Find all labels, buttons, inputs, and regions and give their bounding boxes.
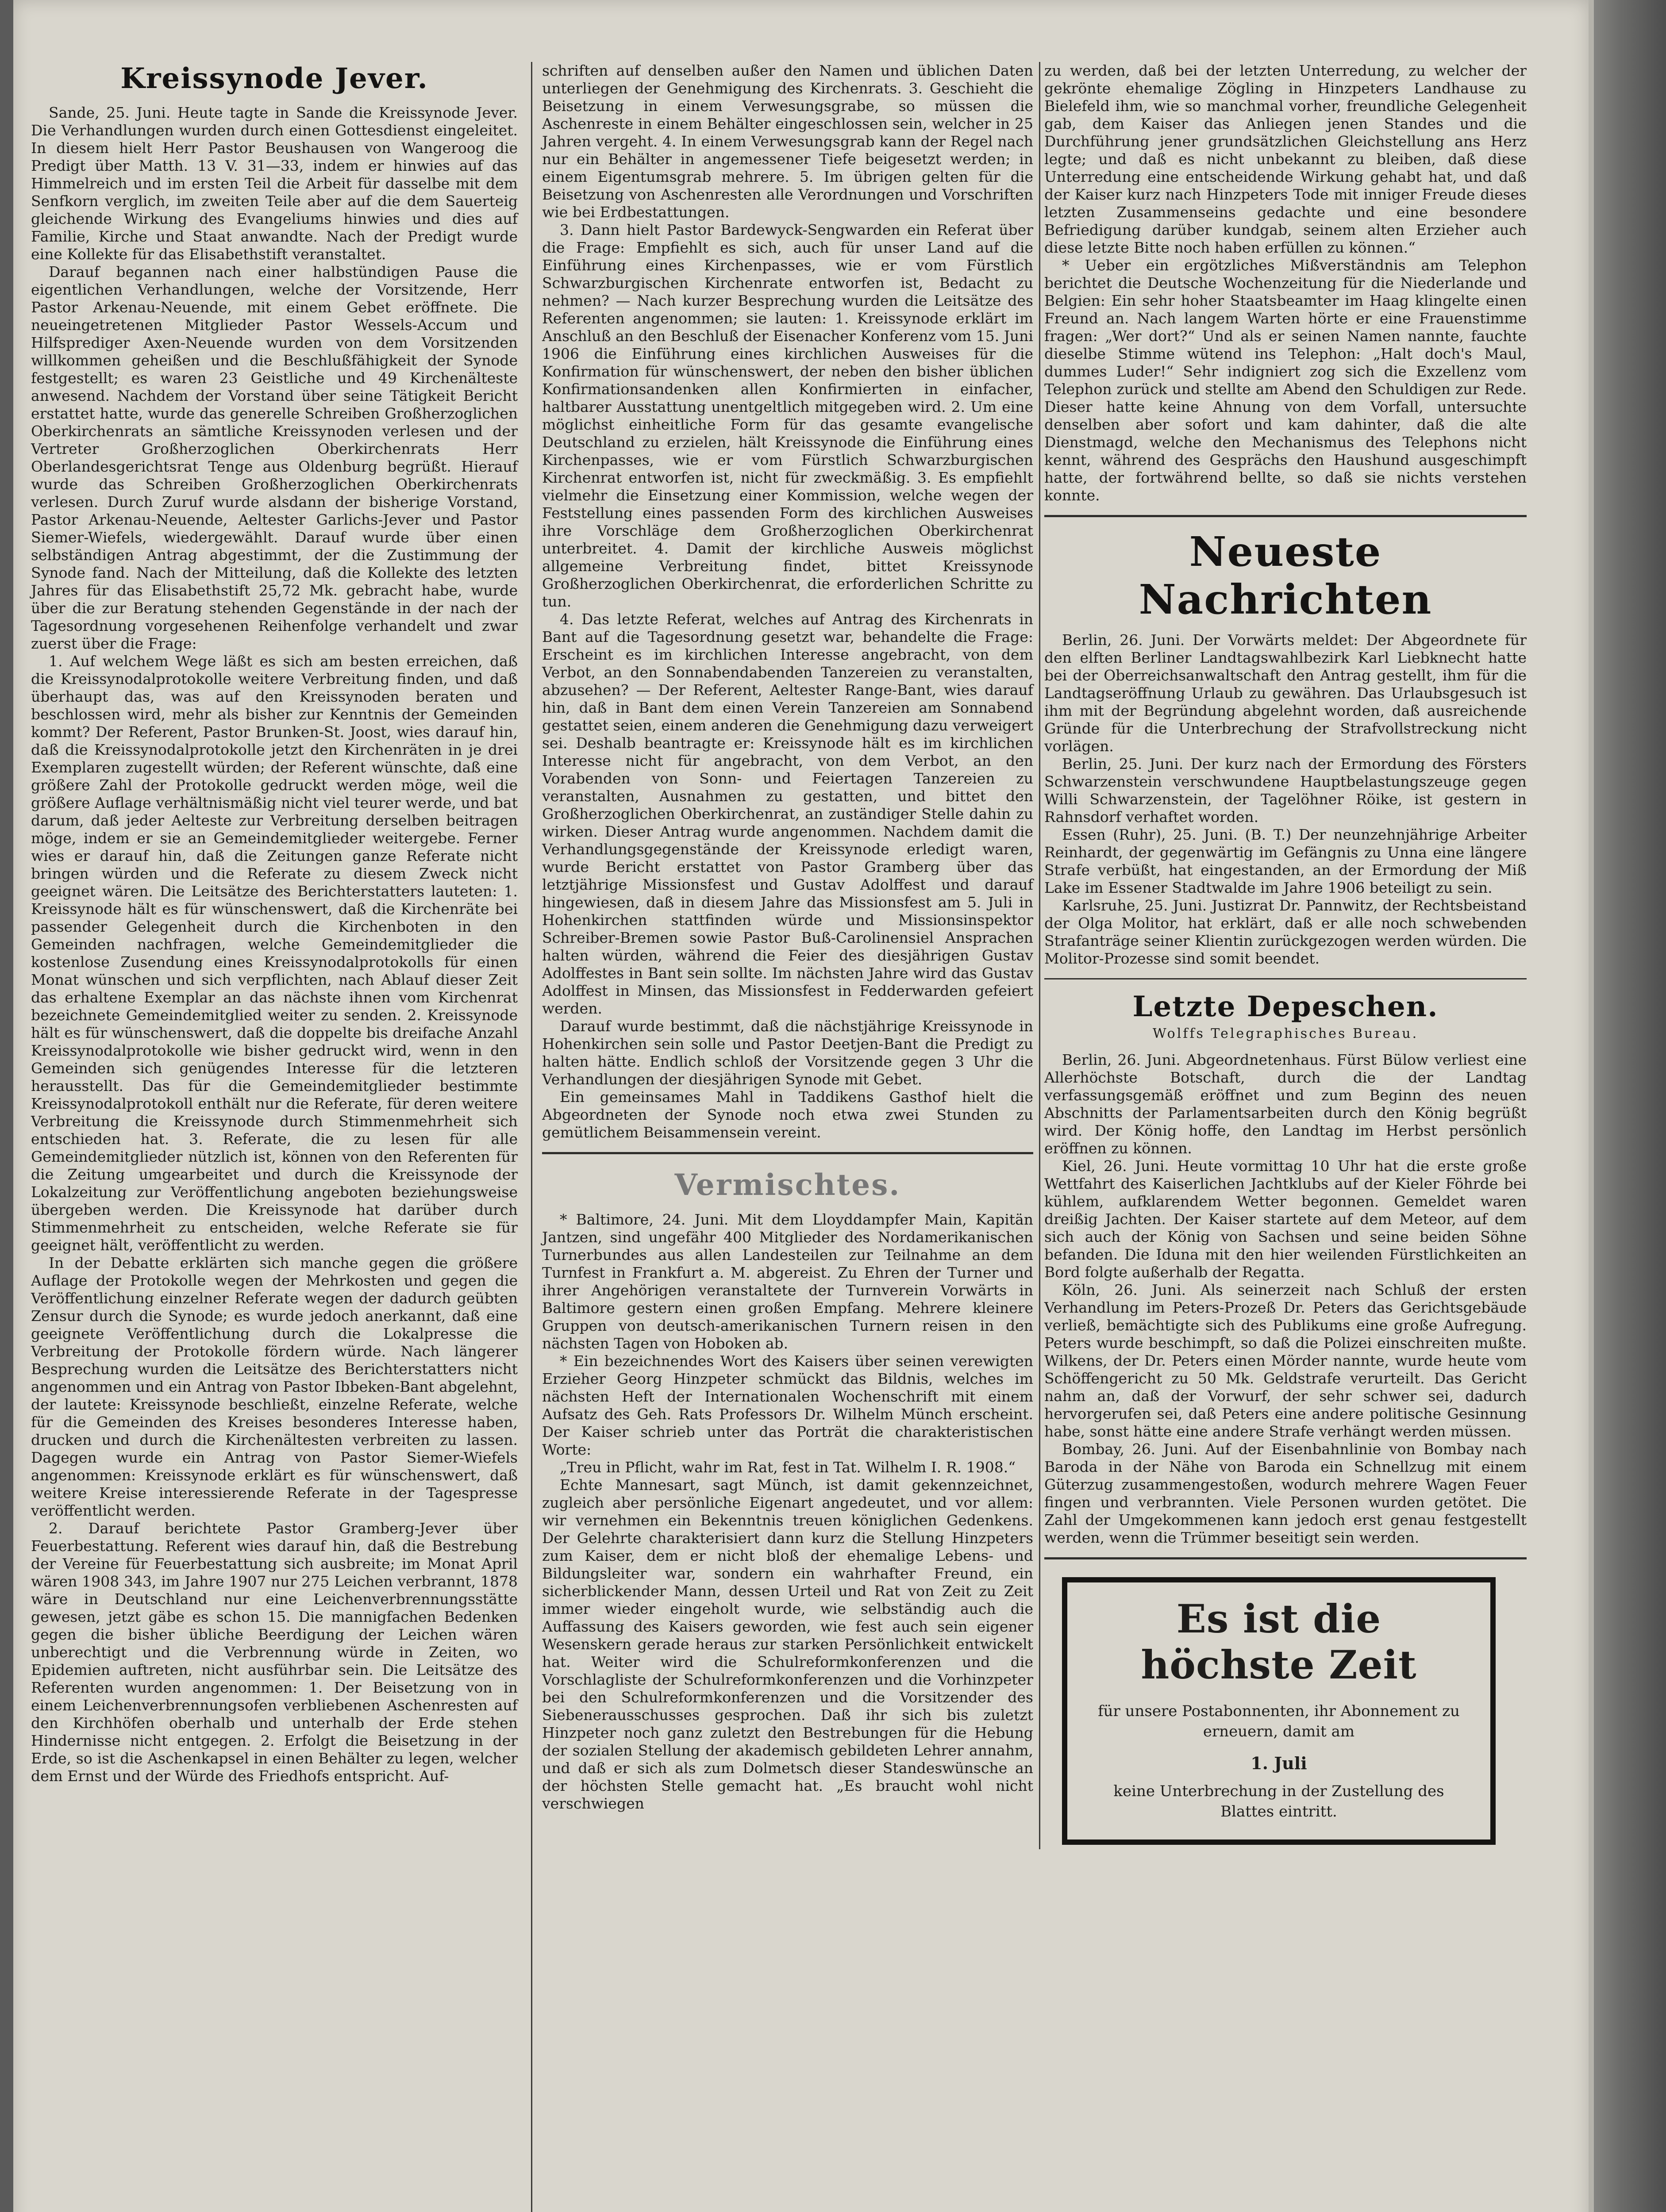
column-rule-1 [531, 62, 532, 2212]
article-paragraph: 1. Auf welchem Wege läßt es sich am besten erreichen, daß die Kreissynodalprotokolle weitere Verbreitung finden, und daß überhaupt das, was auf den Kreissynoden beraten und beschlossen wird, mehr als bisher zur Kenntnis der Gemeinden kommt? Der Referent, Pastor Brunken-St. Joost, wies darauf hin, daß die Kreissynodalprotokolle jetzt den Kirchenräten in je drei Exemplaren zugestellt würden; der Referent wünschte, daß eine größere Zahl der Protokolle gedruckt werden möge, weil die größere Auflage verhältnismäßig nicht viel teurer werde, und bat darum, daß jeder Aelteste zur Verbreitung derselben beitragen möge, indem er sie an Gemeindemitglieder weitergebe. Ferner wies er darauf hin, daß die Zeitungen ganze Referate nicht bringen würden und die Referate zu diesem Zweck nicht geeignet wären. Die Leitsätze des Berichterstatters lauteten: 1. Kreissynode hält es für wünschenswert, daß die Kirchenräte bei passender Gelegenheit durch die Kirchenboten in den Gemeinden nachfragen, welche Gemeindemitglieder die kostenlose Zusendung eines Kreissynodalprotokolls für einen Monat wünschen und sich verpflichten, nach Ablauf dieser Zeit das erhaltene Exemplar an das nächste ihnen vom Kirchenrat bezeichnete Gemeindemitglied weiter zu senden. 2. Kreissynode hält es für wünschenswert, daß die doppelte bis dreifache Anzahl Kreissynodalprotokolle wie bisher gedruckt wird, wenn in den Gemeinden sich genügendes Interesse für die letzteren herausstellt. Das für die Gemeindemitglieder bestimmte Kreissynodalprotokoll enthält nur die Referate, für deren weitere Verbreitung die Kreissynode durch Stimmenmehrheit sich entschieden hat. 3. Referate, die zu lesen für alle Gemeindemitglieder nützlich ist, können von den Referenten für die Zeitung umgearbeitet und durch die Kreissynode der Lokalzeitung zur Veröffentlichung angeboten beziehungsweise übergeben werden. Die Kreissynode hat darüber durch Stimmenmehrheit zu entscheiden, welche Referate sie für geeignet hält, veröffentlicht zu werden. [31, 653, 518, 1254]
news-item: Berlin, 26. Juni. Abgeordnetenhaus. Fürst Bülow verliest eine Allerhöchste Botschaft, durch die der Landtag verfassungsgemäß eröffnet und zum Beginn des neuen Abschnitts der Parlamentsarbeiten durch den König begrüßt wird. Der König hoffe, den Landtag im Herbst persönlich eröffnen zu können. [1044, 1051, 1527, 1157]
news-item: Essen (Ruhr), 25. Juni. (B. T.) Der neunzehnjährige Arbeiter Reinhardt, der gegenwärtig im Gefängnis zu Unna eine längere Strafe verbüßt, hat eingestanden, an der Ermordung der Miß Lake im Essener Stadtwalde im Jahre 1906 beteiligt zu sein. [1044, 826, 1527, 896]
article-paragraph: schriften auf denselben außer den Namen und üblichen Daten unterliegen der Genehmigung des Kirchenrats. 3. Geschieht die Beisetzung in einem Verwesungsgrabe, so müssen die Aschenreste in einem Behälter eingeschlossen sein, welcher in 25 Jahren vergeht. 4. In einem Verwesungsgrab kann der Regel nach nur ein Behälter in angemessener Tiefe beigesetzt werden; in einem Eigentumsgrab mehrere. 5. Im übrigen gelten für die Beisetzung von Aschenresten alle Verordnungen und Vorschriften wie bei Erdbestattungen. [542, 62, 1033, 221]
notice-line-2: keine Unterbrechung in der Zustellung des Blattes eintritt. [1113, 1782, 1444, 1820]
column-2 [542, 62, 1033, 1813]
notice-line-1: für unsere Postabonnenten, ihr Abonnement zu erneuern, damit am [1098, 1702, 1460, 1740]
section-divider [1044, 1557, 1527, 1559]
news-item: Berlin, 26. Juni. Der Vorwärts meldet: Der Abgeordnete für den elften Berliner Landtagswahlbezirk Karl Liebknecht hatte bei der Oberreichsanwaltschaft den Antrag gestellt, ihm für die Landtagseröffnung Urlaub zu gewähren. Das Urlaubsgesuch ist ihm mit der Begründung abgelehnt worden, daß ausreichende Gründe für die Unterbrechung der Strafvollstreckung nicht vorlägen. [1044, 631, 1527, 755]
article-paragraph: 4. Das letzte Referat, welches auf Antrag des Kirchenrats in Bant auf die Tagesordnung gesetzt war, behandelte die Frage: Erscheint es im kirchlichen Interesse angebracht, von dem Verbot, an den Sonnabendabenden Tanzereien zu veranstalten, abzusehen? — Der Referent, Aeltester Range-Bant, wies darauf hin, daß in Bant dem einen Verein Tanzereien am Sonnabend gestattet seien, einem anderen die Genehmigung dazu verweigert sei. Deshalb beantragte er: Kreissynode hält es im kirchlichen Interesse nicht für angebracht, von dem Verbot, an den Vorabenden von Sonn- und Feiertagen Tanzereien zu veranstalten, Ausnahmen zu gestatten, und bittet den Großherzoglichen Oberkirchenrat, an zuständiger Stelle dahin zu wirken. Dieser Antrag wurde angenommen. Nachdem damit die Verhandlungsgegenstände der Kreissynode erledigt waren, wurde Bericht erstattet von Pastor Gramberg über das letztjährige Missionsfest und Gustav Adolffest und darauf hingewiesen, daß in diesem Jahre das Missionsfest am 5. Juli in Hohenkirchen stattfinden würde und Missionsinspektor Schreiber-Bremen sowie Pastor Buß-Carolinensiel Ansprachen halten würden, während die Feier des diesjährigen Gustav Adolffestes in Bant sein sollte. Im nächsten Jahre wird das Gustav Adolffest in Minsen, das Missionsfest in Fedderwarden gefeiert werden. [542, 611, 1033, 1017]
article-paragraph: * Ueber ein ergötzliches Mißverständnis am Telephon berichtet die Deutsche Wochenzeitung für die Niederlande und Belgien: Ein sehr hoher Staatsbeamter im Haag klingelte einen Freund an. Nach langem Warten hörte er eine Frauenstimme fragen: „Wer dort?“ Und als er seinen Namen nannte, fauchte dieselbe Stimme wütend ins Telephon: „Halt doch's Maul, dummes Luder!“ Sehr indigniert zog sich die Exzellenz vom Telephon zurück und stellte am Abend den Schuldigen zur Rede. Dieser hatte keine Ahnung von dem Vorfall, untersuchte denselben aber sofort und kam dahinter, daß die alte Dienstmagd, welche den Mechanismus des Telephons nicht kennt, während des Gesprächs den Haushund ausgeschimpft hatte, der fortwährend bellte, so daß sie nichts verstehen konnte. [1044, 257, 1527, 504]
news-item: Köln, 26. Juni. Als seinerzeit nach Schluß der ersten Verhandlung im Peters-Prozeß Dr. Peters das Gerichtsgebäude verließ, bemächtigte sich des Publikums eine große Aufregung. Peters wurde beschimpft, so daß die Polizei einschreiten mußte. Wilkens, der Dr. Peters einen Mörder nannte, wurde heute vom Schöffengericht zu 50 Mk. Geldstrafe verurteilt. Das Gericht nahm an, daß der Vorwurf, der sehr schwer sei, dadurch hervorgerufen sei, daß Peters eine andere politische Gesinnung habe, sonst hätte eine andere Strafe verhängt werden müssen. [1044, 1281, 1527, 1440]
article-paragraph: Darauf begannen nach einer halbstündigen Pause die eigentlichen Verhandlungen, welche der Vorsitzende, Herr Pastor Arkenau-Neuende, mit einem Gebet eröffnete. Die neueingetretenen Mitglieder Pastor Wessels-Accum und Hilfsprediger Axen-Neuende wurden von dem Vorsitzenden willkommen geheißen und die Beschlußfähigkeit der Synode festgestellt; es waren 23 Geistliche und 49 Kirchenälteste anwesend. Nachdem der Vorstand über seine Tätigkeit Bericht erstattet hatte, wurde das generelle Schreiben Großherzoglichen Oberkirchenrats an sämtliche Kreissynoden verlesen und der Vertreter Großherzoglichen Oberkirchenrats Herr Oberlandesgerichtsrat Tenge aus Oldenburg begrüßt. Hierauf wurde das Schreiben Großherzoglichen Oberkirchenrats verlesen. Durch Zuruf wurde alsdann der bisherige Vorstand, Pastor Arkenau-Neuende, Aeltester Garlichs-Jever und Pastor Siemer-Wiefels, wiedergewählt. Darauf wurde über einen selbständigen Antrag abgestimmt, der die Zustimmung der Synode fand. Nach der Mitteilung, daß die Kollekte des letzten Jahres für das Elisabethstift 25,72 Mk. gebracht habe, wurde über die zur Beratung stehenden Gegenstände in der nach der Tagesordnung vorgesehenen Reihenfolge verhandelt und zwar zuerst über die Frage: [31, 263, 518, 652]
headline-kreissynode: Kreissynode Jever. [120, 62, 428, 95]
scan-edge [1589, 0, 1666, 2212]
subscription-notice-box [1062, 1577, 1496, 1845]
newspaper-page [13, 0, 1589, 2212]
article-paragraph: Echte Mannesart, sagt Münch, ist damit gekennzeichnet, zugleich aber persönliche Eigenart angedeutet, und vor allem: wir vernehmen ein Bekenntnis treuen königlichen Gedenkens. Der Gelehrte charakterisiert dann kurz die Stellung Hinzpeters zum Kaiser, dem er nicht bloß der ehemalige Lebens- und Bildungsleiter war, sondern ein wahrhafter Freund, ein sicherblickender Mann, dessen Urteil und Rat von Zeit zu Zeit immer wieder eingeholt wurde, wie selbständig auch die Auffassung des Kaisers geworden, wie fest auch sein eigener Wesenskern gerade heraus zur starken Persönlichkeit entwickelt hat. Weiter wird die Schulreformkonferenzen und die Vorschlagliste der Schulreformkonferenzen und die Vorhinzpeter bei den Schulreformkonferenzen und die Vorsitzender des Siebenerausschusses gesprochen. Daß ihr sich bis zuletzt Hinzpeter noch ganz zuletzt den Bestrebungen für die Hebung der sozialen Stellung der akademisch gebildeten Lehrer annahm, und daß er sich als zum Dolmetsch dieser Standeswünsche an der höchsten Stelle gemacht hat. „Es braucht wohl nicht verschwiegen [542, 1476, 1033, 1812]
article-paragraph: In der Debatte erklärten sich manche gegen die größere Auflage der Protokolle wegen der Mehrkosten und gegen die Veröffentlichung einzelner Referate wegen der dadurch geübten Zensur durch die Synode; es wurde jedoch anerkannt, daß eine geeignete Veröffentlichung durch die Lokalpresse die Verbreitung der Protokolle fördern würde. Nach längerer Besprechung wurden die Leitsätze des Berichterstatters nicht angenommen und ein Antrag von Pastor Ibbeken-Bant abgelehnt, der lautete: Kreissynode beschließt, einzelne Referate, welche für die Gemeinden des Kreises besonderes Interesse haben, drucken und durch die Kirchenältesten verbreiten zu lassen. Dagegen wurde ein Antrag von Pastor Siemer-Wiefels angenommen: Kreissynode erklärt es für wünschenswert, daß weitere Kreise interessierende Referate in der Tagespresse veröffentlicht werden. [31, 1254, 518, 1519]
kaiser-quote: „Treu in Pflicht, wahr im Rat, fest in Tat. Wilhelm I. R. 1908.“ [559, 1459, 1016, 1476]
news-item: Bombay, 26. Juni. Auf der Eisenbahnlinie von Bombay nach Baroda in der Nähe von Baroda ein Schnellzug mit einem Güterzug zusammengestoßen, wodurch mehrere Wagen Feuer fingen und verbrannten. Viele Personen wurden getötet. Die Zahl der Umgekommenen kann jedoch erst genau festgestellt werden, wenn die Trümmer beseitigt sein werden. [1044, 1440, 1527, 1546]
section-divider [1044, 978, 1527, 979]
wolffs-bureau-subtitle: Wolffs Telegraphisches Bureau. [1152, 1026, 1419, 1041]
article-paragraph: Ein gemeinsames Mahl in Taddikens Gasthof hielt die Abgeordneten der Synode noch etwa zwei Stunden zu gemütlichem Beisammensein vereint. [542, 1088, 1033, 1141]
news-item: Kiel, 26. Juni. Heute vormittag 10 Uhr hat die erste große Wettfahrt des Kaiserlichen Jachtklubs auf der Kieler Föhrde bei kühlem, aufklarendem Wetter begonnen. Gemeldet waren dreißig Jachten. Der Kaiser startete auf dem Meteor, auf dem sich auch der König von Sachsen und seine beiden Söhne befanden. Die Iduna mit den hier weilenden Fürstlichkeiten an Bord folgte außerhalb der Regatta. [1044, 1157, 1527, 1281]
headline-neueste-nachrichten: Neueste Nachrichten [1139, 528, 1432, 623]
article-paragraph: Darauf wurde bestimmt, daß die nächstjährige Kreissynode in Hohenkirchen sein solle und Pastor Deetjen-Bant die Predigt zu halten hätte. Endlich schloß der Vorsitzende gegen 3 Uhr die Verhandlungen der diesjährigen Synode mit Gebet. [542, 1018, 1033, 1088]
news-item: Karlsruhe, 25. Juni. Justizrat Dr. Pannwitz, der Rechtsbeistand der Olga Molitor, hat erklärt, daß er alle noch schwebenden Strafanträge seiner Klientin zurückgezogen werden würden. Die Molitor-Prozesse sind somit beendet. [1044, 897, 1527, 967]
headline-vermischtes: Vermischtes. [674, 1167, 901, 1202]
article-paragraph: * Ein bezeichnendes Wort des Kaisers über seinen verewigten Erzieher Georg Hinzpeter schmückt das Bildnis, welches im nächsten Heft der Internationalen Wochenschrift mit einem Aufsatz des Geh. Rats Professors Dr. Wilhelm Münch erscheint. Der Kaiser schrieb unter das Porträt die charakteristischen Worte: [542, 1352, 1033, 1458]
article-paragraph: 2. Darauf berichtete Pastor Gramberg-Jever über Feuerbestattung. Referent wies darauf hin, daß die Bestrebung der Vereine für Feuerbestattung sich ausbreite; im Monat April wären 1908 343, im Jahre 1907 nur 275 Leichen verbrannt, 1878 wäre in Deutschland nur eine Leichenverbrennungsstätte gewesen, jetzt gäbe es schon 15. Die mannigfachen Bedenken gegen die bisher übliche Beerdigung der Leichen wären unberechtigt und die Verbrennung würde in Zeiten, wo Epidemien auftreten, nicht ausführbar sein. Die Leitsätze des Referenten wurden angenommen: 1. Der Beisetzung von in einem Leichenverbrennungsofen verbliebenen Aschenresten auf den Kirchhöfen oberhalb und unterhalb der Erde stehen Hindernisse nicht entgegen. 2. Erfolgt die Beisetzung in der Erde, so ist die Aschenkapsel in einen Behälter zu legen, welcher dem Ernst und der Würde des Friedhofs entspricht. Auf- [31, 1520, 518, 1785]
article-paragraph: zu werden, daß bei der letzten Unterredung, zu welcher der gekrönte ehemalige Zögling in Hinzpeters Landhause zu Bielefeld ihm, wie so manchmal vorher, freundliche Gelegenheit gab, dem Kaiser das Anliegen jenen Standes und die Durchführung jener grundsätzlichen Gleichstellung ans Herz legte; und daß es nicht unbekannt zu bleiben, daß diese Unterredung eine entscheidende Wirkung gehabt hat, und daß der Kaiser kurz nach Hinzpeters Tode mit inniger Freude dieses letzten Zusammenseins gedachte und eine besondere Befriedigung darüber kundgab, seinem alten Erzieher auch diese letzte Bitte noch haben erfüllen zu können.“ [1044, 62, 1527, 256]
section-divider [1044, 515, 1527, 517]
column-1 [31, 62, 518, 1785]
notice-title: Es ist die höchste Zeit [1141, 1596, 1417, 1688]
section-divider [542, 1152, 1033, 1154]
column-rule-2 [1039, 62, 1040, 1849]
column-3 [1044, 62, 1527, 1845]
news-item: Berlin, 25. Juni. Der kurz nach der Ermordung des Försters Schwarzenstein verschwundene Hauptbelastungszeuge gegen Willi Schwarzenstein, der Tagelöhner Röike, ist gestern in Rahnsdorf verhaftet worden. [1044, 755, 1527, 826]
headline-letzte-depeschen: Letzte Depeschen. [1132, 990, 1439, 1023]
article-paragraph: * Baltimore, 24. Juni. Mit dem Lloyddampfer Main, Kapitän Jantzen, sind ungefähr 400 Mitglieder des Nordamerikanischen Turnerbundes aus allen Landesteilen zur Teilnahme an dem Turnfest in Frankfurt a. M. abgereist. Zu Ehren der Turner und ihrer Angehörigen veranstaltete der Turnverein Vorwärts in Baltimore gestern einen großen Empfang. Mehrere kleinere Gruppen von deutsch-amerikanischen Turnern reisen in den nächsten Tagen von Hoboken ab. [542, 1211, 1033, 1352]
article-paragraph: 3. Dann hielt Pastor Bardewyck-Sengwarden ein Referat über die Frage: Empfiehlt es sich, auch für unser Land auf die Einführung eines Kirchenpasses, wie er vom Fürstlich Schwarzburgischen Kirchenrate entworfen ist, Bedacht zu nehmen? — Nach kurzer Besprechung wurden die Leitsätze des Referenten angenommen; sie lauten: 1. Kreissynode erklärt im Anschluß an den Beschluß der Eisenacher Konferenz vom 15. Juni 1906 die Einführung eines kirchlichen Ausweises für die Konfirmation für wünschenswert, der neben den bisher üblichen Konfirmationsandenken allen Konfirmierten in einfacher, haltbarer Ausstattung unentgeltlich mitgegeben wird. 2. Um eine möglichst einheitliche Form für das gesamte evangelische Deutschland zu erzielen, hält Kreissynode die Einführung eines Kirchenpasses, wie er vom Fürstlich Schwarzburgischen Kirchenrat entworfen ist, nicht für zweckmäßig. 3. Es empfiehlt vielmehr die Einsetzung einer Kommission, welche wegen der Feststellung eines passenden Form des kirchlichen Ausweises ihre Vorschläge dem Großherzoglichen Oberkirchenrat unterbreitet. 4. Damit der kirchliche Ausweis möglichst allgemeine Verbreitung findet, bittet Kreissynode Großherzoglichen Oberkirchenrat, die erforderlichen Schritte zu tun. [542, 221, 1033, 610]
notice-date: 1. Juli [1250, 1753, 1307, 1773]
article-paragraph: Sande, 25. Juni. Heute tagte in Sande die Kreissynode Jever. Die Verhandlungen wurden durch einen Gottesdienst eingeleitet. In diesem hielt Herr Pastor Beushausen von Wangeroog die Predigt über Matth. 13 V. 31—33, indem er hinwies auf das Himmelreich und im ersten Teil die Arbeit für dasselbe mit dem Senfkorn verglich, im zweiten Teile aber auf die dem Sauerteig gleichende Wirkung des Evangeliums hinwies und dies auf Familie, Kirche und Staat anwandte. Nach der Predigt wurde eine Kollekte für das Elisabethstift veranstaltet. [31, 104, 518, 263]
